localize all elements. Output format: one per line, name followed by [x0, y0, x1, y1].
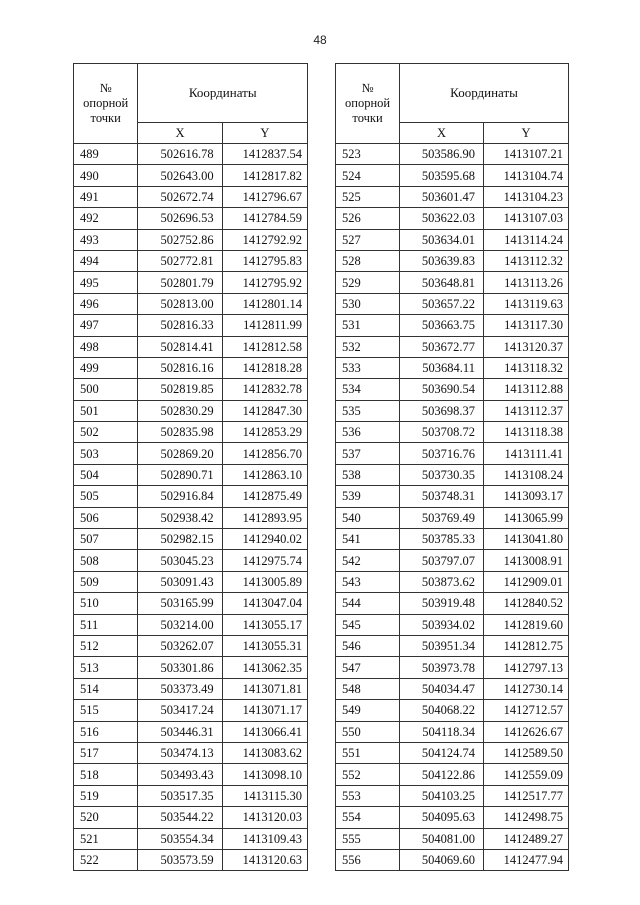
- point-number-cell: 505: [74, 486, 138, 507]
- point-number-cell: 497: [74, 315, 138, 336]
- table-row: [74, 422, 308, 443]
- x-coordinate-cell: 503919.48: [400, 593, 484, 614]
- y-coordinate-cell: 1412856.70: [222, 443, 307, 464]
- x-coordinate-cell: 503634.01: [400, 229, 484, 250]
- point-number-cell: 546: [336, 635, 400, 656]
- y-coordinate-cell: 1412975.74: [222, 550, 307, 571]
- header-point-number: № опорной точки: [74, 64, 138, 144]
- table-row: [336, 165, 569, 186]
- point-number-cell: 523: [336, 144, 400, 165]
- y-coordinate-cell: 1412837.54: [222, 144, 307, 165]
- table-row: [336, 614, 569, 635]
- table-row: [336, 721, 569, 742]
- x-coordinate-cell: 503716.76: [400, 443, 484, 464]
- header-x: X: [138, 123, 222, 144]
- y-coordinate-cell: 1412817.82: [222, 165, 307, 186]
- y-coordinate-cell: 1412489.27: [483, 828, 568, 849]
- point-number-cell: 526: [336, 208, 400, 229]
- point-number-cell: 554: [336, 807, 400, 828]
- x-coordinate-cell: 503544.22: [138, 807, 222, 828]
- x-coordinate-cell: 503657.22: [400, 293, 484, 314]
- table-row: [74, 208, 308, 229]
- table-row: [74, 593, 308, 614]
- point-number-cell: 534: [336, 379, 400, 400]
- y-coordinate-cell: 1412795.83: [222, 250, 307, 271]
- x-coordinate-cell: 502814.41: [138, 336, 222, 357]
- table-row: [74, 849, 308, 870]
- x-coordinate-cell: 503684.11: [400, 357, 484, 378]
- point-number-cell: 544: [336, 593, 400, 614]
- table-row: [336, 400, 569, 421]
- x-coordinate-cell: 504081.00: [400, 828, 484, 849]
- table-row: [74, 144, 308, 165]
- x-coordinate-cell: 503474.13: [138, 742, 222, 763]
- table-row: [336, 635, 569, 656]
- y-coordinate-cell: 1413119.63: [483, 293, 568, 314]
- y-coordinate-cell: 1413104.23: [483, 186, 568, 207]
- point-number-cell: 514: [74, 678, 138, 699]
- x-coordinate-cell: 502890.71: [138, 464, 222, 485]
- y-coordinate-cell: 1413098.10: [222, 764, 307, 785]
- table-row: [74, 464, 308, 485]
- y-coordinate-cell: 1412940.02: [222, 529, 307, 550]
- x-coordinate-cell: 503769.49: [400, 507, 484, 528]
- table-row: [74, 614, 308, 635]
- point-number-cell: 541: [336, 529, 400, 550]
- y-coordinate-cell: 1413120.03: [222, 807, 307, 828]
- x-coordinate-cell: 503730.35: [400, 464, 484, 485]
- table-row: [336, 807, 569, 828]
- point-number-cell: 532: [336, 336, 400, 357]
- y-coordinate-cell: 1413115.30: [222, 785, 307, 806]
- x-coordinate-cell: 502672.74: [138, 186, 222, 207]
- point-number-cell: 490: [74, 165, 138, 186]
- y-coordinate-cell: 1412797.13: [483, 657, 568, 678]
- y-coordinate-cell: 1413113.26: [483, 272, 568, 293]
- x-coordinate-cell: 503045.23: [138, 550, 222, 571]
- coordinates-table-right: [335, 63, 569, 871]
- y-coordinate-cell: 1413107.21: [483, 144, 568, 165]
- y-coordinate-cell: 1412832.78: [222, 379, 307, 400]
- y-coordinate-cell: 1413041.80: [483, 529, 568, 550]
- x-coordinate-cell: 503797.07: [400, 550, 484, 571]
- table-row: [74, 186, 308, 207]
- header-x: X: [400, 123, 484, 144]
- y-coordinate-cell: 1413066.41: [222, 721, 307, 742]
- point-number-cell: 493: [74, 229, 138, 250]
- point-number-cell: 525: [336, 186, 400, 207]
- y-coordinate-cell: 1412792.92: [222, 229, 307, 250]
- point-number-cell: 492: [74, 208, 138, 229]
- x-coordinate-cell: 503663.75: [400, 315, 484, 336]
- table-row: [74, 764, 308, 785]
- table-row: [336, 785, 569, 806]
- y-coordinate-cell: 1413109.43: [222, 828, 307, 849]
- x-coordinate-cell: 504034.47: [400, 678, 484, 699]
- y-coordinate-cell: 1413112.37: [483, 400, 568, 421]
- point-number-cell: 553: [336, 785, 400, 806]
- table-row: [336, 422, 569, 443]
- point-number-cell: 543: [336, 571, 400, 592]
- x-coordinate-cell: 504124.74: [400, 742, 484, 763]
- x-coordinate-cell: 502816.16: [138, 357, 222, 378]
- x-coordinate-cell: 504069.60: [400, 849, 484, 870]
- table-row: [74, 315, 308, 336]
- x-coordinate-cell: 504122.86: [400, 764, 484, 785]
- point-number-cell: 535: [336, 400, 400, 421]
- y-coordinate-cell: 1412730.14: [483, 678, 568, 699]
- table-row: [336, 593, 569, 614]
- point-number-cell: 552: [336, 764, 400, 785]
- table-row: [74, 571, 308, 592]
- table-row: [336, 678, 569, 699]
- point-number-cell: 549: [336, 700, 400, 721]
- point-number-cell: 531: [336, 315, 400, 336]
- x-coordinate-cell: 504118.34: [400, 721, 484, 742]
- header-y: Y: [483, 123, 568, 144]
- point-number-cell: 506: [74, 507, 138, 528]
- x-coordinate-cell: 503648.81: [400, 272, 484, 293]
- y-coordinate-cell: 1412819.60: [483, 614, 568, 635]
- table-row: [74, 700, 308, 721]
- point-number-cell: 542: [336, 550, 400, 571]
- point-number-cell: 496: [74, 293, 138, 314]
- x-coordinate-cell: 502938.42: [138, 507, 222, 528]
- point-number-cell: 504: [74, 464, 138, 485]
- table-row: [74, 357, 308, 378]
- x-coordinate-cell: 503301.86: [138, 657, 222, 678]
- table-row: [336, 443, 569, 464]
- x-coordinate-cell: 503262.07: [138, 635, 222, 656]
- point-number-cell: 521: [74, 828, 138, 849]
- point-number-cell: 491: [74, 186, 138, 207]
- point-number-cell: 503: [74, 443, 138, 464]
- table-row: [336, 571, 569, 592]
- x-coordinate-cell: 503417.24: [138, 700, 222, 721]
- x-coordinate-cell: 502819.85: [138, 379, 222, 400]
- x-coordinate-cell: 504068.22: [400, 700, 484, 721]
- y-coordinate-cell: 1413005.89: [222, 571, 307, 592]
- table-row: [74, 550, 308, 571]
- y-coordinate-cell: 1412811.99: [222, 315, 307, 336]
- table-row: [74, 250, 308, 271]
- table-row: [336, 315, 569, 336]
- point-number-cell: 547: [336, 657, 400, 678]
- point-number-cell: 533: [336, 357, 400, 378]
- table-row: [336, 379, 569, 400]
- x-coordinate-cell: 502830.29: [138, 400, 222, 421]
- y-coordinate-cell: 1413071.17: [222, 700, 307, 721]
- point-number-cell: 519: [74, 785, 138, 806]
- point-number-cell: 530: [336, 293, 400, 314]
- x-coordinate-cell: 503690.54: [400, 379, 484, 400]
- table-row: [336, 550, 569, 571]
- y-coordinate-cell: 1413118.38: [483, 422, 568, 443]
- y-coordinate-cell: 1413118.32: [483, 357, 568, 378]
- point-number-cell: 515: [74, 700, 138, 721]
- x-coordinate-cell: 502643.00: [138, 165, 222, 186]
- x-coordinate-cell: 502772.81: [138, 250, 222, 271]
- page-number: 48: [313, 33, 327, 47]
- point-number-cell: 536: [336, 422, 400, 443]
- y-coordinate-cell: 1412477.94: [483, 849, 568, 870]
- table-row: [74, 529, 308, 550]
- y-coordinate-cell: 1412712.57: [483, 700, 568, 721]
- table-row: [74, 828, 308, 849]
- x-coordinate-cell: 503748.31: [400, 486, 484, 507]
- table-row: [74, 507, 308, 528]
- point-number-cell: 499: [74, 357, 138, 378]
- x-coordinate-cell: 502752.86: [138, 229, 222, 250]
- y-coordinate-cell: 1412875.49: [222, 486, 307, 507]
- table-row: [74, 742, 308, 763]
- y-coordinate-cell: 1412847.30: [222, 400, 307, 421]
- y-coordinate-cell: 1413008.91: [483, 550, 568, 571]
- x-coordinate-cell: 503517.35: [138, 785, 222, 806]
- y-coordinate-cell: 1413062.35: [222, 657, 307, 678]
- point-number-cell: 520: [74, 807, 138, 828]
- table-row: [74, 272, 308, 293]
- table-row: [336, 507, 569, 528]
- table-row: [336, 186, 569, 207]
- x-coordinate-cell: 502801.79: [138, 272, 222, 293]
- y-coordinate-cell: 1413055.17: [222, 614, 307, 635]
- x-coordinate-cell: 504103.25: [400, 785, 484, 806]
- x-coordinate-cell: 503573.59: [138, 849, 222, 870]
- point-number-cell: 548: [336, 678, 400, 699]
- table-row: [336, 357, 569, 378]
- point-number-cell: 517: [74, 742, 138, 763]
- table-row: [336, 464, 569, 485]
- point-number-cell: 498: [74, 336, 138, 357]
- point-number-cell: 512: [74, 635, 138, 656]
- table-row: [74, 657, 308, 678]
- table-row: [74, 443, 308, 464]
- x-coordinate-cell: 502916.84: [138, 486, 222, 507]
- table-row: [74, 807, 308, 828]
- x-coordinate-cell: 504095.63: [400, 807, 484, 828]
- x-coordinate-cell: 502835.98: [138, 422, 222, 443]
- x-coordinate-cell: 502982.15: [138, 529, 222, 550]
- table-row: [74, 229, 308, 250]
- table-row: [336, 764, 569, 785]
- y-coordinate-cell: 1412626.67: [483, 721, 568, 742]
- y-coordinate-cell: 1413071.81: [222, 678, 307, 699]
- y-coordinate-cell: 1412840.52: [483, 593, 568, 614]
- x-coordinate-cell: 503586.90: [400, 144, 484, 165]
- x-coordinate-cell: 503493.43: [138, 764, 222, 785]
- header-y: Y: [222, 123, 307, 144]
- y-coordinate-cell: 1412909.01: [483, 571, 568, 592]
- point-number-cell: 555: [336, 828, 400, 849]
- table-row: [74, 678, 308, 699]
- point-number-cell: 528: [336, 250, 400, 271]
- point-number-cell: 511: [74, 614, 138, 635]
- table-row: [336, 336, 569, 357]
- y-coordinate-cell: 1412863.10: [222, 464, 307, 485]
- point-number-cell: 507: [74, 529, 138, 550]
- table-row: [336, 828, 569, 849]
- point-number-cell: 510: [74, 593, 138, 614]
- y-coordinate-cell: 1413104.74: [483, 165, 568, 186]
- coordinates-table-left: [73, 63, 308, 871]
- y-coordinate-cell: 1412853.29: [222, 422, 307, 443]
- table-row: [74, 293, 308, 314]
- table-row: [336, 250, 569, 271]
- x-coordinate-cell: 503639.83: [400, 250, 484, 271]
- x-coordinate-cell: 502816.33: [138, 315, 222, 336]
- x-coordinate-cell: 503973.78: [400, 657, 484, 678]
- point-number-cell: 516: [74, 721, 138, 742]
- table-row: [74, 635, 308, 656]
- y-coordinate-cell: 1413112.88: [483, 379, 568, 400]
- x-coordinate-cell: 503091.43: [138, 571, 222, 592]
- y-coordinate-cell: 1412498.75: [483, 807, 568, 828]
- point-number-cell: 518: [74, 764, 138, 785]
- table-row: [74, 785, 308, 806]
- point-number-cell: 495: [74, 272, 138, 293]
- x-coordinate-cell: 503698.37: [400, 400, 484, 421]
- x-coordinate-cell: 502813.00: [138, 293, 222, 314]
- y-coordinate-cell: 1412818.28: [222, 357, 307, 378]
- table-row: [336, 742, 569, 763]
- y-coordinate-cell: 1413111.41: [483, 443, 568, 464]
- table-row: [336, 144, 569, 165]
- x-coordinate-cell: 503595.68: [400, 165, 484, 186]
- x-coordinate-cell: 503214.00: [138, 614, 222, 635]
- x-coordinate-cell: 503373.49: [138, 678, 222, 699]
- x-coordinate-cell: 503873.62: [400, 571, 484, 592]
- point-number-cell: 502: [74, 422, 138, 443]
- table-row: [74, 165, 308, 186]
- y-coordinate-cell: 1412559.09: [483, 764, 568, 785]
- header-coordinates: Координаты: [400, 64, 569, 123]
- header-coordinates: Координаты: [138, 64, 308, 123]
- y-coordinate-cell: 1413117.30: [483, 315, 568, 336]
- y-coordinate-cell: 1413093.17: [483, 486, 568, 507]
- y-coordinate-cell: 1413107.03: [483, 208, 568, 229]
- point-number-cell: 545: [336, 614, 400, 635]
- x-coordinate-cell: 503622.03: [400, 208, 484, 229]
- y-coordinate-cell: 1413047.04: [222, 593, 307, 614]
- point-number-cell: 509: [74, 571, 138, 592]
- table-row: [336, 272, 569, 293]
- y-coordinate-cell: 1413114.24: [483, 229, 568, 250]
- y-coordinate-cell: 1412812.58: [222, 336, 307, 357]
- table-row: [336, 700, 569, 721]
- point-number-cell: 550: [336, 721, 400, 742]
- y-coordinate-cell: 1413083.62: [222, 742, 307, 763]
- y-coordinate-cell: 1413108.24: [483, 464, 568, 485]
- point-number-cell: 529: [336, 272, 400, 293]
- x-coordinate-cell: 503951.34: [400, 635, 484, 656]
- y-coordinate-cell: 1412801.14: [222, 293, 307, 314]
- point-number-cell: 540: [336, 507, 400, 528]
- x-coordinate-cell: 503934.02: [400, 614, 484, 635]
- point-number-cell: 500: [74, 379, 138, 400]
- point-number-cell: 539: [336, 486, 400, 507]
- table-row: [74, 400, 308, 421]
- table-row: [336, 486, 569, 507]
- point-number-cell: 556: [336, 849, 400, 870]
- table-row: [74, 379, 308, 400]
- header-point-number: № опорной точки: [336, 64, 400, 144]
- x-coordinate-cell: 503708.72: [400, 422, 484, 443]
- y-coordinate-cell: 1412784.59: [222, 208, 307, 229]
- point-number-cell: 524: [336, 165, 400, 186]
- table-row: [336, 657, 569, 678]
- table-row: [336, 293, 569, 314]
- point-number-cell: 501: [74, 400, 138, 421]
- table-row: [74, 721, 308, 742]
- point-number-cell: 538: [336, 464, 400, 485]
- x-coordinate-cell: 503672.77: [400, 336, 484, 357]
- y-coordinate-cell: 1413055.31: [222, 635, 307, 656]
- x-coordinate-cell: 503165.99: [138, 593, 222, 614]
- y-coordinate-cell: 1412812.75: [483, 635, 568, 656]
- table-row: [336, 229, 569, 250]
- point-number-cell: 489: [74, 144, 138, 165]
- y-coordinate-cell: 1412796.67: [222, 186, 307, 207]
- table-row: [336, 849, 569, 870]
- y-coordinate-cell: 1412893.95: [222, 507, 307, 528]
- x-coordinate-cell: 503785.33: [400, 529, 484, 550]
- y-coordinate-cell: 1413120.37: [483, 336, 568, 357]
- y-coordinate-cell: 1412795.92: [222, 272, 307, 293]
- x-coordinate-cell: 502869.20: [138, 443, 222, 464]
- x-coordinate-cell: 502696.53: [138, 208, 222, 229]
- y-coordinate-cell: 1412589.50: [483, 742, 568, 763]
- table-row: [336, 208, 569, 229]
- table-row: [336, 529, 569, 550]
- y-coordinate-cell: 1413112.32: [483, 250, 568, 271]
- point-number-cell: 537: [336, 443, 400, 464]
- x-coordinate-cell: 502616.78: [138, 144, 222, 165]
- y-coordinate-cell: 1412517.77: [483, 785, 568, 806]
- point-number-cell: 508: [74, 550, 138, 571]
- table-row: [74, 486, 308, 507]
- x-coordinate-cell: 503446.31: [138, 721, 222, 742]
- point-number-cell: 513: [74, 657, 138, 678]
- y-coordinate-cell: 1413120.63: [222, 849, 307, 870]
- x-coordinate-cell: 503554.34: [138, 828, 222, 849]
- table-row: [74, 336, 308, 357]
- x-coordinate-cell: 503601.47: [400, 186, 484, 207]
- point-number-cell: 522: [74, 849, 138, 870]
- point-number-cell: 527: [336, 229, 400, 250]
- point-number-cell: 494: [74, 250, 138, 271]
- point-number-cell: 551: [336, 742, 400, 763]
- y-coordinate-cell: 1413065.99: [483, 507, 568, 528]
